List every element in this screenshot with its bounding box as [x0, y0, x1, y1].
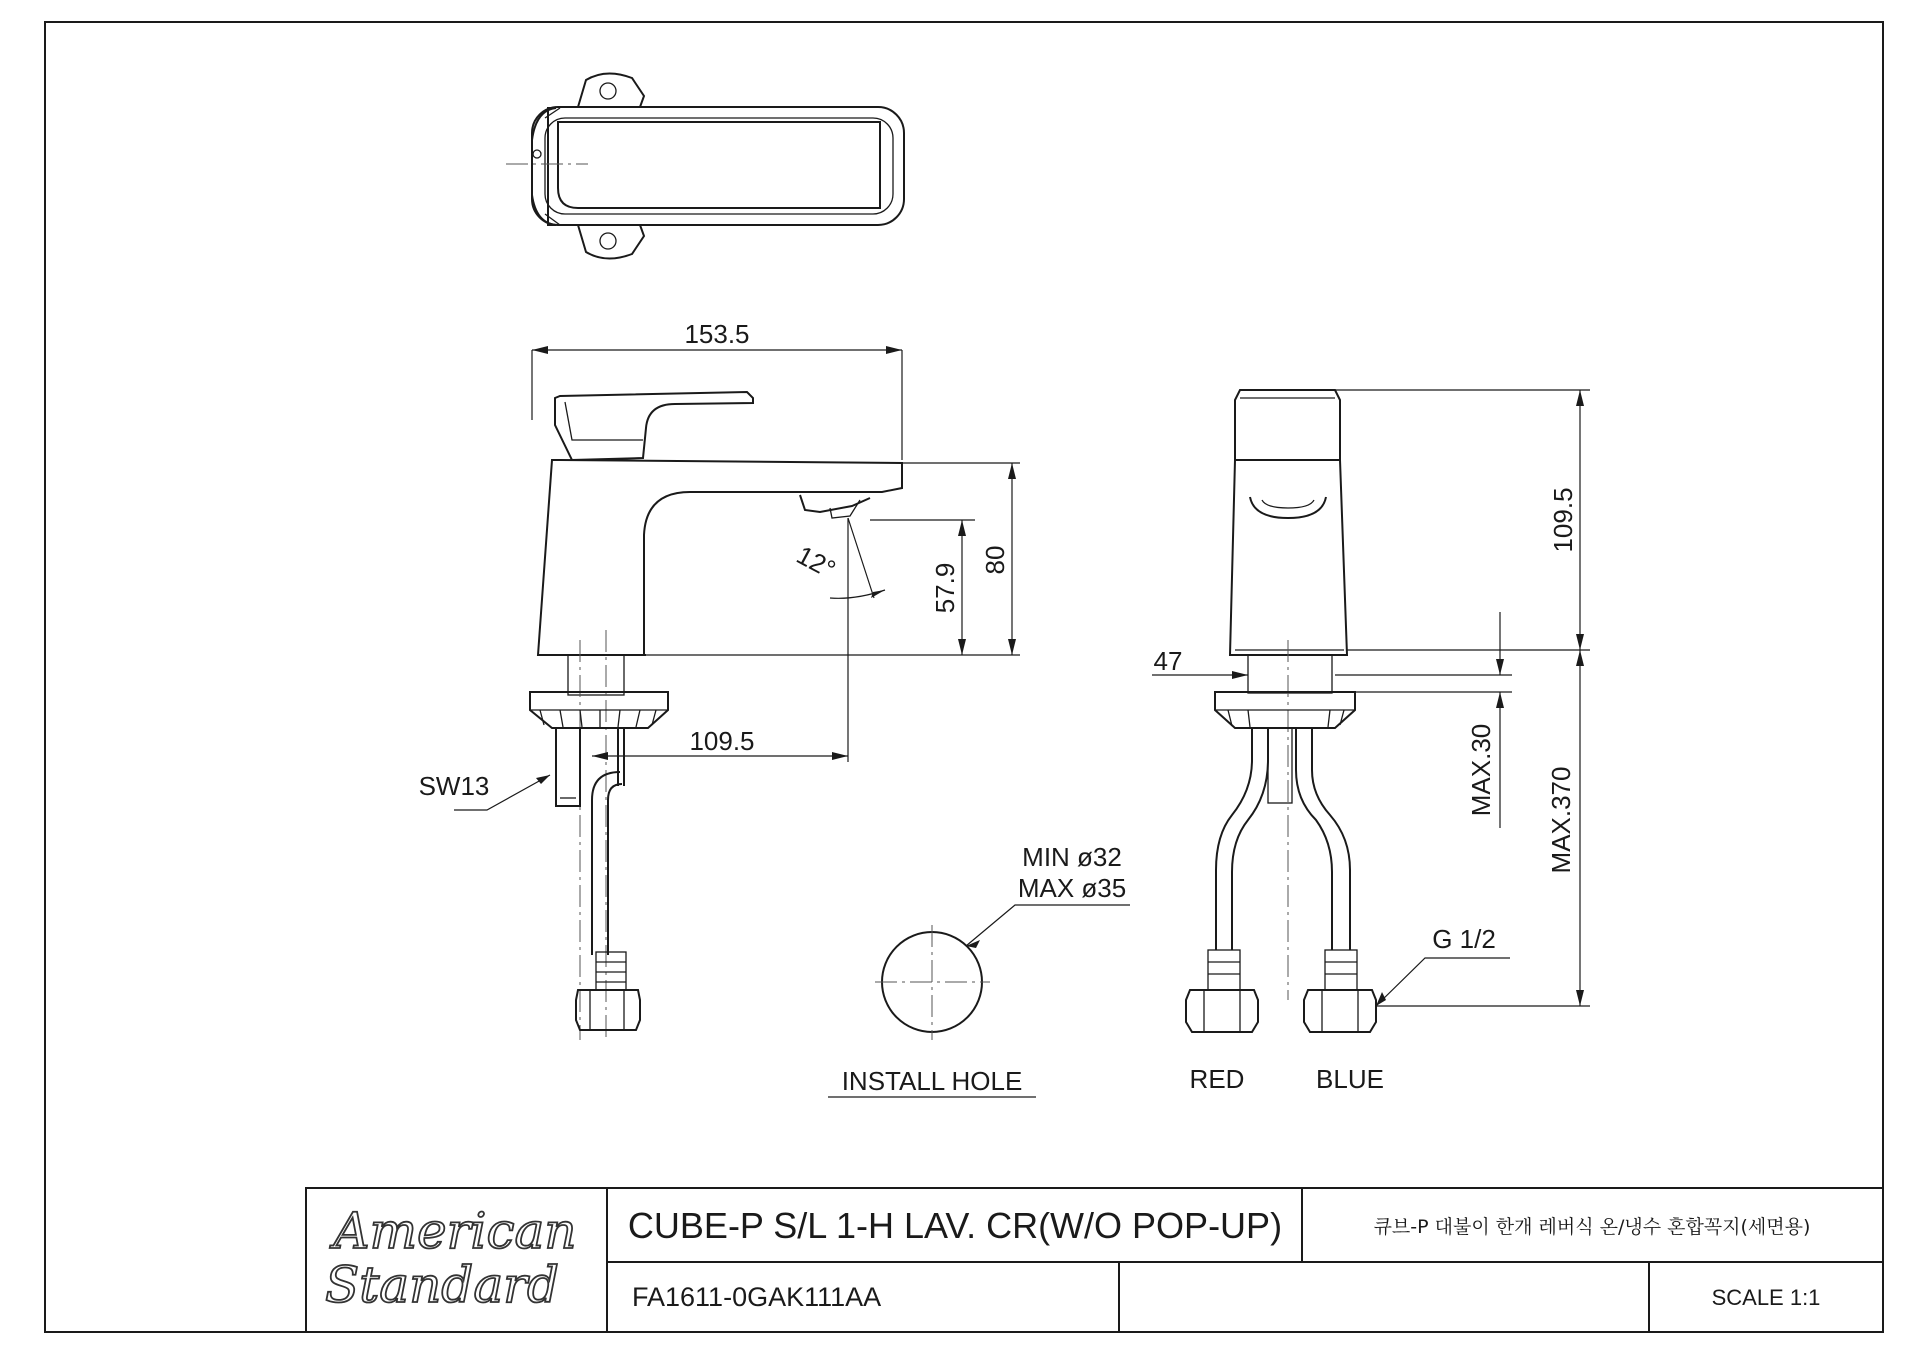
dim-overall-length: 153.5 — [684, 319, 750, 349]
product-name-en: CUBE-P S/L 1-H LAV. CR(W/O POP-UP) — [627, 1205, 1283, 1246]
drawing-scale: SCALE 1:1 — [1711, 1285, 1821, 1310]
front-view — [530, 392, 902, 1040]
top-view — [506, 73, 904, 258]
dim-max-hose: MAX.370 — [1546, 766, 1576, 874]
sheet-border — [45, 22, 1883, 1332]
dim-base-width: 47 — [1153, 646, 1183, 676]
label-red-supply: RED — [1189, 1064, 1245, 1094]
model-code: FA1611-0GAK111AA — [632, 1282, 882, 1312]
callout-hole-min: MIN ø32 — [1022, 842, 1122, 872]
side-view-dimensions — [1152, 390, 1590, 1006]
label-install-hole: INSTALL HOLE — [841, 1066, 1023, 1096]
dim-side-height: 109.5 — [1548, 487, 1578, 553]
dim-spout-height: 57.9 — [930, 562, 960, 614]
dim-angle: 12° — [791, 539, 841, 585]
dim-total-height: 80 — [980, 545, 1010, 575]
label-blue-supply: BLUE — [1316, 1064, 1384, 1094]
product-name-ko: 큐브-P 대불이 한개 레버식 온/냉수 혼합꼭지(세면용) — [1373, 1216, 1811, 1238]
callout-hole-max: MAX ø35 — [1017, 873, 1127, 903]
callout-wrench-size: SW13 — [418, 771, 490, 801]
side-view — [1186, 390, 1376, 1032]
dim-spout-reach: 109.5 — [689, 726, 755, 756]
brand-logo-line1: American — [333, 1202, 577, 1260]
dim-max-counter: MAX.30 — [1466, 723, 1496, 817]
callout-thread: G 1/2 — [1432, 924, 1496, 954]
brand-logo-line2: Standard — [324, 1256, 560, 1314]
